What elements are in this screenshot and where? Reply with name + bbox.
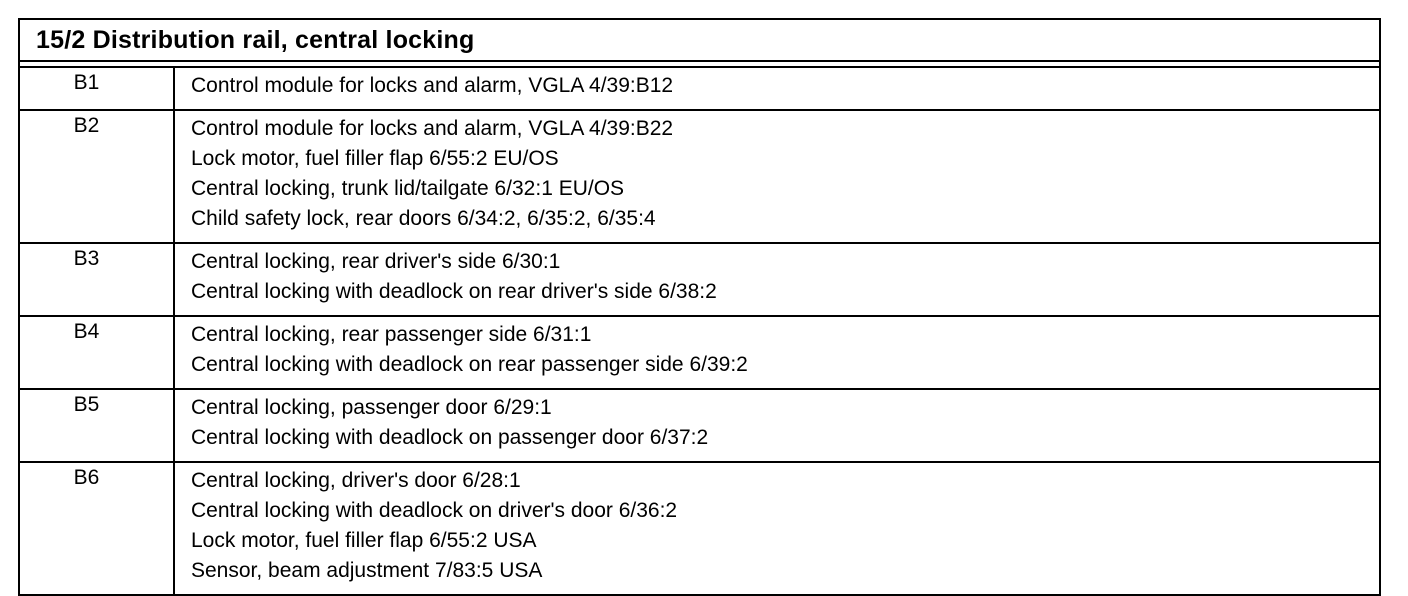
table-row: [20, 463, 1379, 594]
description-line: Control module for locks and alarm, VGLA 4/39:B12: [191, 74, 674, 97]
description-line: Sensor, beam adjustment 7/83:5 USA: [191, 559, 543, 582]
row-code-cell: B5: [20, 390, 175, 461]
description-line: Central locking, passenger door 6/29:1: [191, 396, 552, 419]
description-line: Control module for locks and alarm, VGLA 4/39:B22: [191, 117, 674, 140]
table-row: [20, 68, 1379, 111]
distribution-rail-table: [18, 18, 1381, 596]
row-code-cell: B2: [20, 111, 175, 242]
description-line: Lock motor, fuel filler flap 6/55:2 USA: [191, 529, 537, 552]
row-description-cell: [175, 390, 1379, 461]
table-title: 15/2 Distribution rail, central locking: [36, 25, 475, 54]
description-line: Central locking with deadlock on driver's door 6/36:2: [191, 499, 678, 522]
table-title-row: [20, 20, 1379, 62]
description-line: Central locking, rear driver's side 6/30:1: [191, 250, 561, 273]
table-row: [20, 390, 1379, 463]
table-row: [20, 244, 1379, 317]
row-code-cell: B6: [20, 463, 175, 594]
table-row: [20, 317, 1379, 390]
row-description-cell: [175, 68, 1379, 109]
description-line: Central locking, rear passenger side 6/31:1: [191, 323, 592, 346]
row-code-cell: B4: [20, 317, 175, 388]
description-line: Central locking with deadlock on passenger door 6/37:2: [191, 426, 709, 449]
table-row: [20, 111, 1379, 244]
row-description-cell: [175, 111, 1379, 242]
description-line: Central locking, driver's door 6/28:1: [191, 469, 521, 492]
description-line: Central locking with deadlock on rear passenger side 6/39:2: [191, 353, 748, 376]
description-line: Child safety lock, rear doors 6/34:2, 6/35:2, 6/35:4: [191, 207, 656, 230]
row-code-cell: B1: [20, 68, 175, 109]
table-body: [20, 68, 1379, 594]
description-line: Lock motor, fuel filler flap 6/55:2 EU/OS: [191, 147, 559, 170]
description-line: Central locking, trunk lid/tailgate 6/32:1 EU/OS: [191, 177, 625, 200]
row-description-cell: [175, 463, 1379, 594]
row-description-cell: [175, 317, 1379, 388]
description-line: Central locking with deadlock on rear driver's side 6/38:2: [191, 280, 717, 303]
row-code-cell: B3: [20, 244, 175, 315]
row-description-cell: [175, 244, 1379, 315]
